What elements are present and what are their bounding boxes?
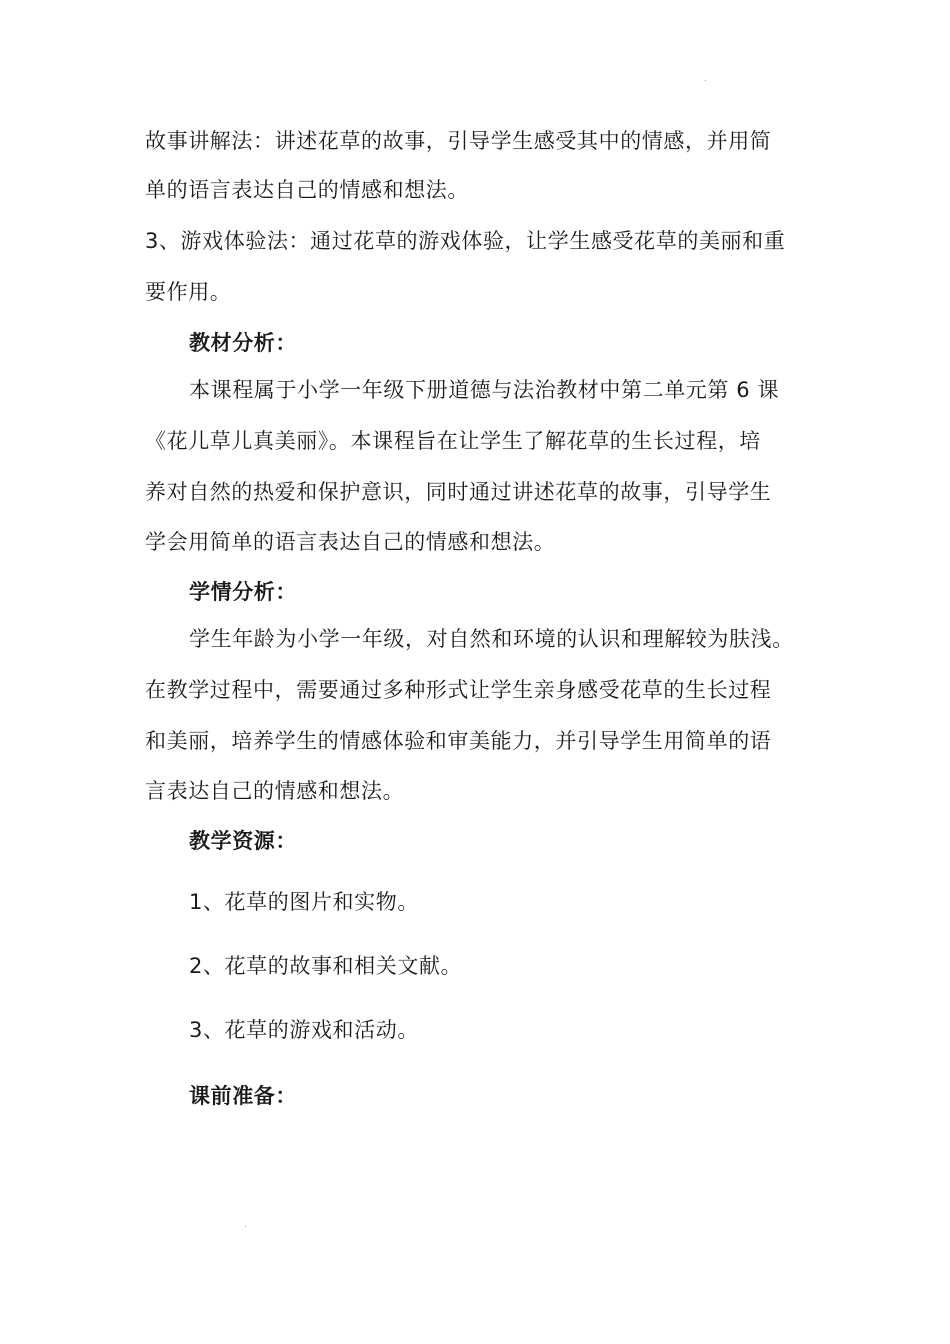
student-analysis-line-1: 学生年龄为小学一年级，对自然和环境的认识和理解较为肤浅。: [189, 627, 794, 651]
method-game-line-1: 3、游戏体验法：通过花草的游戏体验，让学生感受花草的美丽和重: [145, 229, 786, 253]
heading-student-analysis: 学情分析：: [189, 580, 297, 604]
heading-pre-class-preparation: 课前准备：: [189, 1084, 297, 1108]
textbook-analysis-line-3: 养对自然的热爱和保护意识，同时通过讲述花草的故事，引导学生: [145, 480, 772, 504]
method-story-line-2: 单的语言表达自己的情感和想法。: [145, 178, 469, 202]
resource-item-1: 1、花草的图片和实物。: [189, 890, 419, 914]
textbook-analysis-line-2: 《花儿草儿真美丽》。本课程旨在让学生了解花草的生长过程，培: [145, 429, 761, 453]
student-analysis-line-4: 言表达自己的情感和想法。: [145, 779, 405, 803]
textbook-analysis-line-1: 本课程属于小学一年级下册道德与法治教材中第二单元第 6 课: [189, 378, 780, 402]
heading-textbook-analysis: 教材分析：: [189, 331, 297, 355]
page-speck-bottom: [245, 1226, 246, 1227]
heading-teaching-resources: 教学资源：: [189, 829, 297, 853]
page-speck-top: [705, 80, 706, 81]
resource-item-2: 2、花草的故事和相关文献。: [189, 954, 463, 978]
student-analysis-line-2: 在教学过程中，需要通过多种形式让学生亲身感受花草的生长过程: [145, 678, 772, 702]
resource-item-3: 3、花草的游戏和活动。: [189, 1018, 419, 1042]
method-game-line-2: 要作用。: [145, 280, 232, 304]
method-story-line-1: 故事讲解法：讲述花草的故事，引导学生感受其中的情感，并用简: [145, 129, 772, 153]
student-analysis-line-3: 和美丽，培养学生的情感体验和审美能力，并引导学生用简单的语: [145, 729, 772, 753]
textbook-analysis-line-4: 学会用简单的语言表达自己的情感和想法。: [145, 530, 556, 554]
